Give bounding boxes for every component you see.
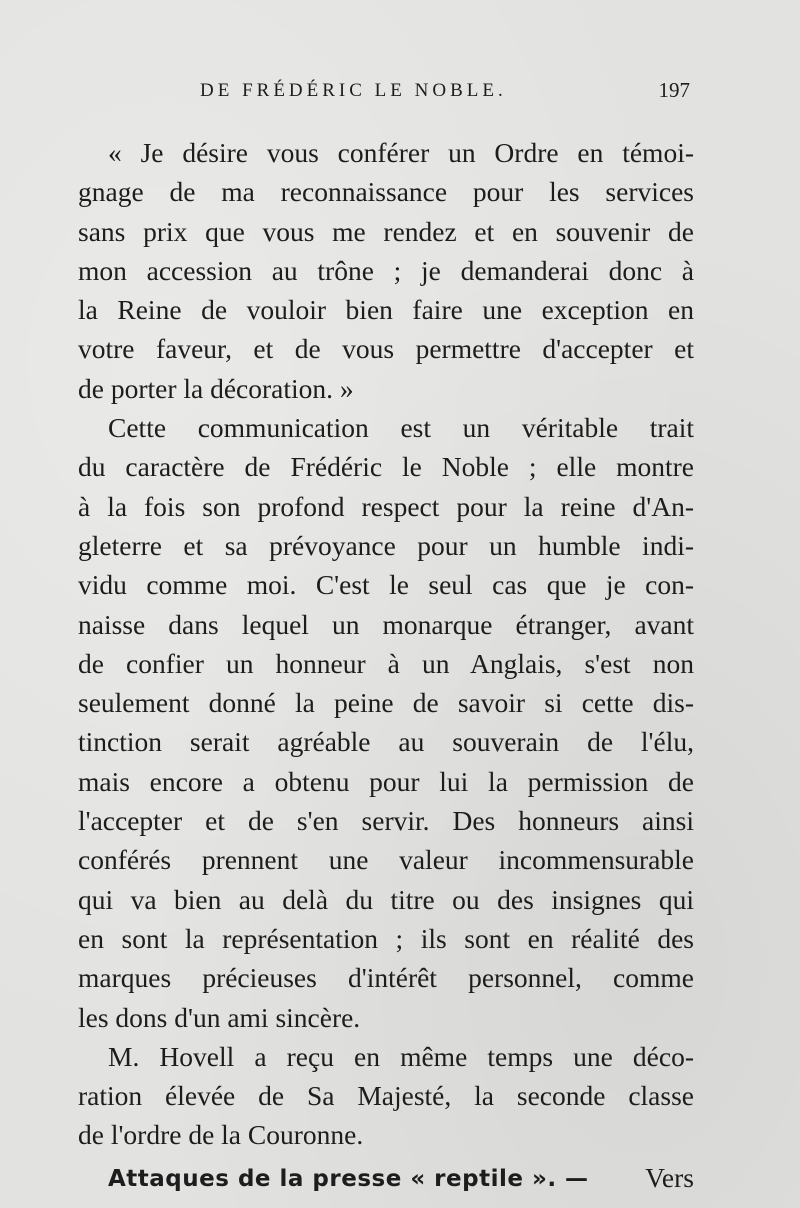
text-line: Cette communication est un véritable trait (108, 412, 694, 444)
text-line: votre faveur, et de vous permettre d'accepter et (78, 333, 694, 365)
text-line: M. Hovell a reçu en même temps une déco- (108, 1040, 694, 1072)
text-line: ration élevée de Sa Majesté, la seconde classe (78, 1080, 694, 1112)
text-line: l'accepter et de s'en servir. Des honneurs ainsi (78, 805, 694, 837)
body-text (78, 133, 694, 1201)
text-line: seulement donné la peine de savoir si cette dis- (78, 687, 694, 719)
paragraph-hovell (78, 1037, 694, 1155)
paragraph-communication (78, 408, 694, 1037)
section-continuation: Vers (645, 1161, 694, 1193)
section-heading: Attaques de la presse « reptile ». — (108, 1165, 589, 1192)
text-line: du caractère de Frédéric le Noble ; elle montre (78, 451, 694, 483)
section-heading-line (78, 1155, 694, 1201)
text-line: gnage de ma reconnaissance pour les services (78, 176, 694, 208)
text-line: de porter la décoration. » (78, 372, 354, 404)
text-line: qui va bien au delà du titre ou des insignes qui (78, 883, 694, 915)
text-line: vidu comme moi. C'est le seul cas que je con- (78, 569, 694, 601)
text-line: de confier un honneur à un Anglais, s'est non (78, 647, 694, 679)
text-line: mon accession au trône ; je demanderai donc à (78, 254, 694, 286)
text-line: mais encore a obtenu pour lui la permission de (78, 765, 694, 797)
text-line: marques précieuses d'intérêt personnel, comme (78, 962, 694, 994)
text-line: conférés prennent une valeur incommensurable (78, 844, 694, 876)
text-line: « Je désire vous conférer un Ordre en témoi- (108, 137, 694, 168)
running-title: DE FRÉDÉRIC LE NOBLE. (200, 80, 507, 101)
page-number: 197 (658, 78, 690, 102)
text-line: sans prix que vous me rendez et en souvenir de (78, 215, 694, 247)
text-line: gleterre et sa prévoyance pour un humble indi- (78, 529, 694, 561)
text-line: naisse dans lequel un monarque étranger, avant (78, 608, 694, 640)
text-line: à la fois son profond respect pour la reine d'An- (78, 490, 694, 522)
running-head (78, 80, 698, 112)
paragraph-quote (78, 133, 694, 408)
text-line: la Reine de vouloir bien faire une exception en (78, 294, 694, 326)
text-line: en sont la représentation ; ils sont en réalité des (78, 922, 694, 954)
text-line: les dons d'un ami sincère. (78, 1001, 361, 1033)
text-line: de l'ordre de la Couronne. (78, 1119, 364, 1151)
text-line: tinction serait agréable au souverain de l'élu, (78, 726, 694, 758)
